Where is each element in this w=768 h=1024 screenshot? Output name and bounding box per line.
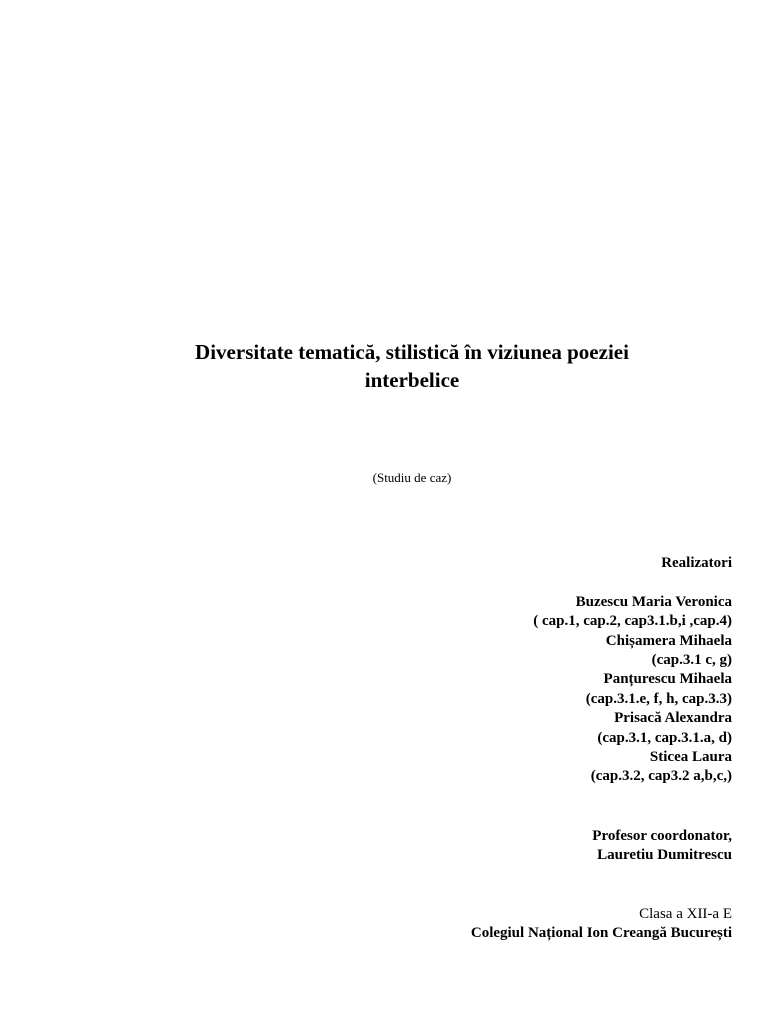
document-title bbox=[0, 338, 768, 394]
author-name: Panțurescu Mihaela bbox=[603, 671, 732, 688]
author-chapters: (cap.3.1.e, f, h, cap.3.3) bbox=[585, 690, 732, 707]
author-chapters: (cap.3.1, cap.3.1.a, d) bbox=[597, 729, 732, 746]
coordinator-label: Profesor coordonator, bbox=[592, 828, 732, 844]
school-block bbox=[471, 905, 732, 944]
author-name: Sticea Laura bbox=[649, 749, 732, 766]
authors-heading: Realizatori bbox=[661, 555, 732, 571]
spacer bbox=[533, 573, 732, 592]
document-subtitle: (Studiu de caz) bbox=[372, 470, 452, 485]
author-chapters: (cap.3.1 c, g) bbox=[651, 652, 732, 669]
author-chapters: (cap.3.2, cap3.2 a,b,c,) bbox=[590, 768, 732, 785]
author-name: Prisacă Alexandra bbox=[614, 710, 732, 727]
author-chapters: ( cap.1, cap.2, cap3.1.b,i ,cap.4) bbox=[533, 613, 732, 630]
coordinator-block bbox=[592, 827, 732, 866]
class-label: Clasa a XII-a E bbox=[639, 906, 732, 922]
title-line-2: interbelice bbox=[364, 368, 460, 392]
author-name: Buzescu Maria Veronica bbox=[575, 593, 732, 610]
coordinator-name: Lauretiu Dumitrescu bbox=[597, 847, 732, 864]
title-line-1: Diversitate tematică, stilistică în viziunea poeziei bbox=[195, 340, 629, 364]
author-name: Chișamera Mihaela bbox=[605, 632, 732, 649]
school-name: Colegiul Național Ion Creangă București bbox=[470, 925, 732, 942]
authors-block bbox=[533, 554, 732, 787]
